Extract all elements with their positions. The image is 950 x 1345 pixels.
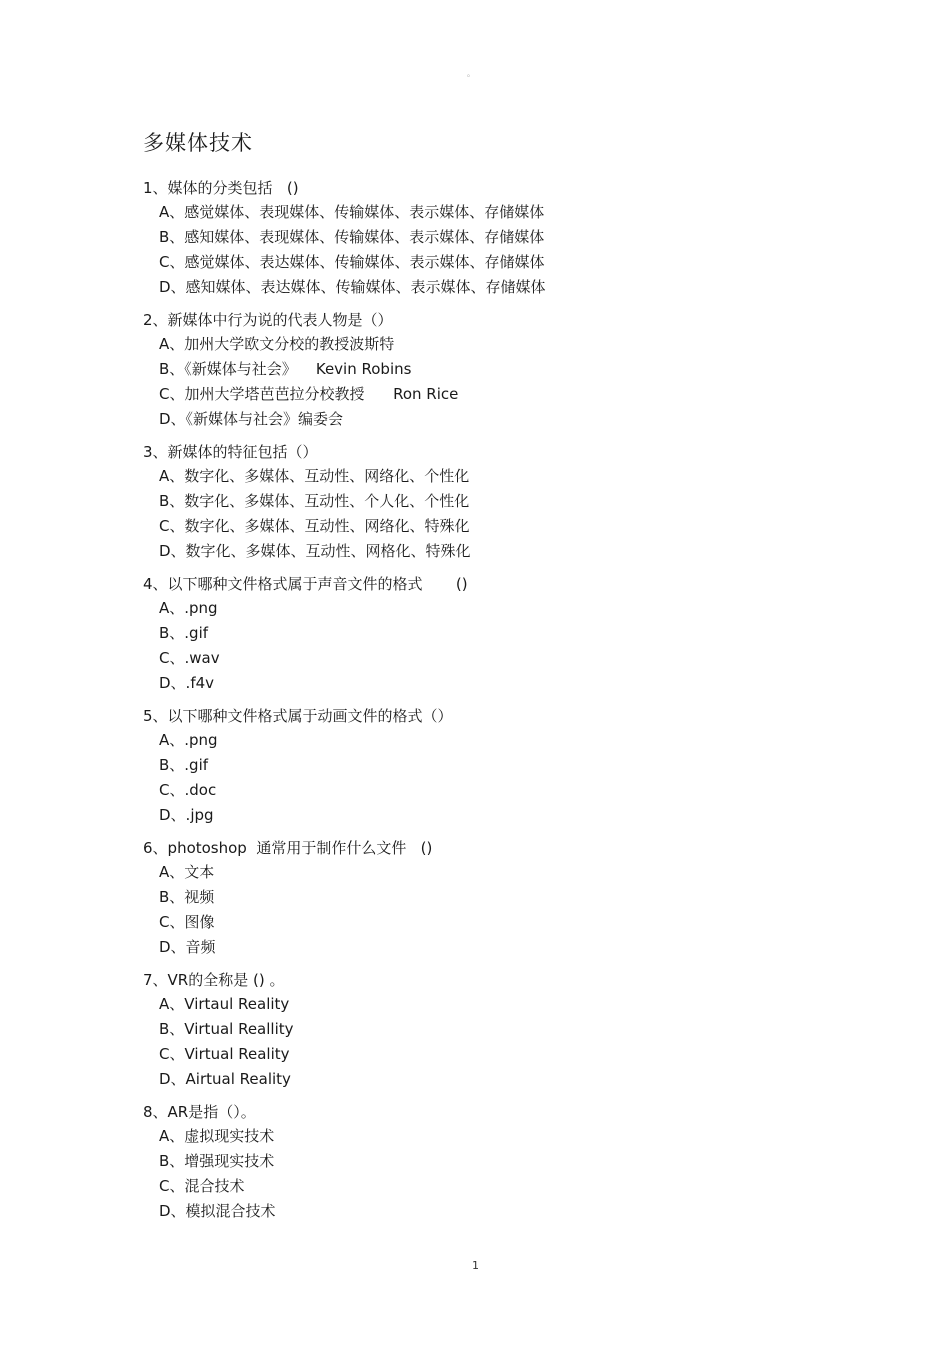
option-list [143, 200, 843, 300]
option-list [143, 464, 843, 564]
answer-option: D、《新媒体与社会》编委会 [159, 410, 344, 428]
header-mark: 。 [467, 69, 475, 78]
answer-option: D、感知媒体、表达媒体、传输媒体、表示媒体、存储媒体 [159, 278, 546, 296]
question-item [143, 968, 843, 1092]
question-text: 2、新媒体中行为说的代表人物是（） [143, 311, 393, 329]
answer-option: C、感觉媒体、表达媒体、传输媒体、表示媒体、存储媒体 [159, 253, 545, 271]
question-item [143, 572, 843, 696]
question-text: 5、以下哪种文件格式属于动画文件的格式（） [143, 707, 453, 725]
answer-option: D、音频 [159, 938, 216, 956]
answer-option: D、数字化、多媒体、互动性、网格化、特殊化 [159, 542, 471, 560]
answer-option: A、.png [159, 731, 218, 749]
answer-option: B、《新媒体与社会》 Kevin Robins [159, 360, 412, 378]
option-list [143, 728, 843, 828]
question-text: 8、AR是指（）。 [143, 1103, 256, 1121]
question-item [143, 704, 843, 828]
option-list [143, 860, 843, 960]
answer-option: A、数字化、多媒体、互动性、网络化、个性化 [159, 467, 470, 485]
question-item [143, 440, 843, 564]
answer-option: C、图像 [159, 913, 215, 931]
question-list [143, 176, 843, 1232]
option-list [143, 596, 843, 696]
answer-option: B、数字化、多媒体、互动性、个人化、个性化 [159, 492, 470, 510]
answer-option: C、.wav [159, 649, 220, 667]
question-text: 7、VR的全称是 () 。 [143, 971, 285, 989]
option-list [143, 332, 843, 432]
answer-option: C、混合技术 [159, 1177, 245, 1195]
question-text: 6、photoshop 通常用于制作什么文件 () [143, 839, 433, 857]
answer-option: A、加州大学欧文分校的教授波斯特 [159, 335, 395, 353]
answer-option: C、Virtual Reality [159, 1045, 290, 1063]
answer-option: B、.gif [159, 756, 209, 774]
question-text: 4、以下哪种文件格式属于声音文件的格式 () [143, 575, 468, 593]
answer-option: D、.jpg [159, 806, 214, 824]
option-list [143, 1124, 843, 1224]
answer-option: A、.png [159, 599, 218, 617]
question-item [143, 176, 843, 300]
answer-option: C、.doc [159, 781, 217, 799]
question-item [143, 836, 843, 960]
answer-option: D、.f4v [159, 674, 215, 692]
answer-option: B、Virtual Reallity [159, 1020, 294, 1038]
question-item [143, 1100, 843, 1224]
question-item [143, 308, 843, 432]
question-text: 1、媒体的分类包括 () [143, 179, 299, 197]
answer-option: B、感知媒体、表现媒体、传输媒体、表示媒体、存储媒体 [159, 228, 545, 246]
answer-option: A、文本 [159, 863, 215, 881]
answer-option: B、.gif [159, 624, 209, 642]
answer-option: D、Airtual Reality [159, 1070, 291, 1088]
answer-option: A、Virtaul Reality [159, 995, 290, 1013]
answer-option: A、感觉媒体、表现媒体、传输媒体、表示媒体、存储媒体 [159, 203, 545, 221]
option-list [143, 992, 843, 1092]
answer-option: A、虚拟现实技术 [159, 1127, 275, 1145]
question-text: 3、新媒体的特征包括（） [143, 443, 318, 461]
document-title: 多媒体技术 [143, 131, 253, 155]
page-number: 1 [472, 1259, 479, 1272]
answer-option: B、视频 [159, 888, 215, 906]
answer-option: C、加州大学塔芭芭拉分校教授 Ron Rice [159, 385, 459, 403]
answer-option: C、数字化、多媒体、互动性、网络化、特殊化 [159, 517, 470, 535]
answer-option: B、增强现实技术 [159, 1152, 275, 1170]
answer-option: D、模拟混合技术 [159, 1202, 276, 1220]
